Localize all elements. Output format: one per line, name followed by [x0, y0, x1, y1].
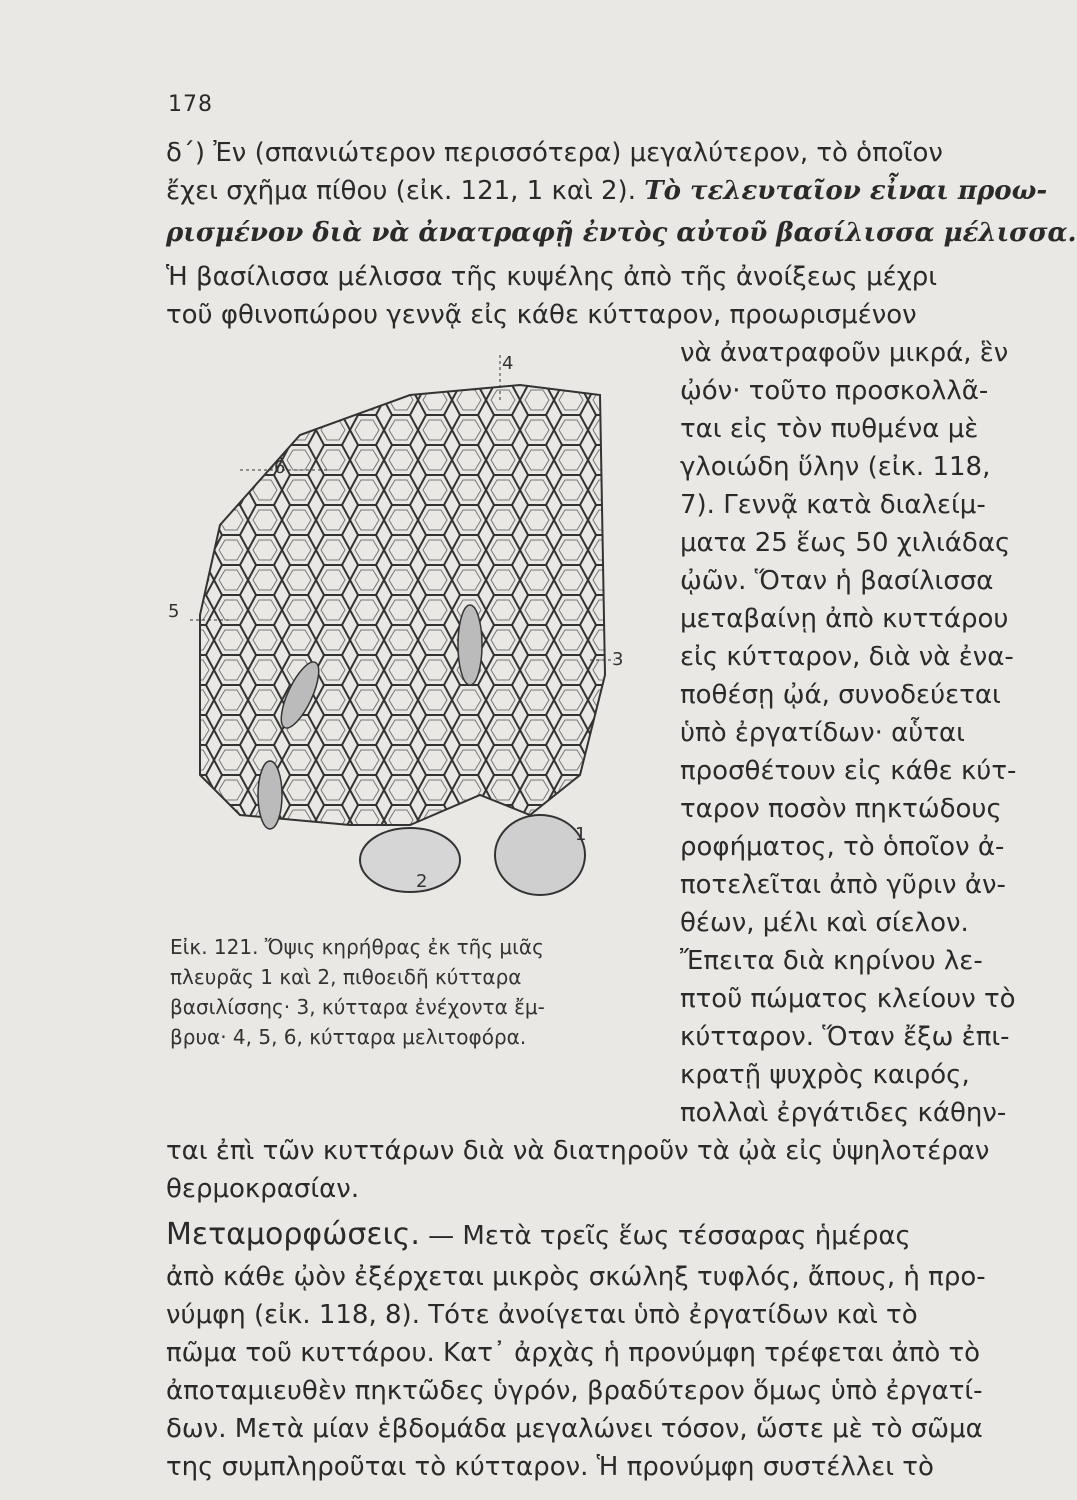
bee-drawing [258, 761, 282, 829]
section-heading: Μεταμορφώσεις. [166, 1217, 420, 1252]
figure-label-3: 3 [612, 649, 624, 670]
text-line: νὰ ἀνατραφοῦν μικρά, ἓν [680, 338, 1009, 368]
text-line: πῶμα τοῦ κυττάρου. Κατ᾽ ἀρχὰς ἡ προνύμφη τρέφεται ἀπὸ τὸ [166, 1338, 981, 1368]
text-line: εἰς κύτταρον, διὰ νὰ ἐνα- [680, 642, 1014, 672]
text-line: ἀποταμιευθὲν πηκτῶδες ὑγρόν, βραδύτερον ὅμως ὑπὸ ἐργατί- [166, 1376, 983, 1406]
text-line: κύτταρον. Ὅταν ἔξω ἐπι- [680, 1022, 1010, 1052]
emphasis-text: Τὸ τελευταῖον εἶναι προω- [644, 176, 1048, 206]
text-line: Ἡ βασίλισσα μέλισσα τῆς κυψέλης ἀπὸ τῆς ἀνοίξεως μέχρι [166, 262, 938, 292]
text-line: τοῦ φθινοπώρου γεννᾷ εἰς κάθε κύτταρον, προωρισμένον [166, 300, 917, 330]
text-line: ται ἐπὶ τῶν κυττάρων διὰ νὰ διατηροῦν τὰ ᾠὰ εἰς ὑψηλοτέραν [166, 1136, 990, 1166]
caption-line: βρυα· 4, 5, 6, κύτταρα μελιτοφόρα. [170, 1025, 527, 1049]
text-line [166, 176, 1048, 206]
text-line: θέων, μέλι καὶ σίελον. [680, 908, 969, 938]
text-line-fragment: ἔχει σχῆμα πίθου (εἰκ. 121, 1 καὶ 2). [166, 176, 645, 206]
text-line: ταρον ποσὸν πηκτώδους [680, 794, 1002, 824]
text-line: νύμφη (εἰκ. 118, 8). Τότε ἀνοίγεται ὑπὸ ἐργατίδων καὶ τὸ [166, 1300, 918, 1330]
queen-cell-2 [360, 828, 460, 892]
text-line: ροφήματος, τὸ ὁποῖον ἀ- [680, 832, 1005, 862]
text-line: προσθέτουν εἰς κάθε κύτ- [680, 756, 1017, 786]
figure-caption [170, 932, 670, 1052]
section-first-line [166, 1217, 1026, 1252]
text-line: της συμπληροῦται τὸ κύτταρον. Ἡ προνύμφη συστέλλει τὸ [166, 1452, 934, 1482]
text-line: μεταβαίνῃ ἀπὸ κυττάρου [680, 604, 1009, 634]
text-line: δων. Μετὰ μίαν ἑβδομάδα μεγαλώνει τόσον, ὥστε μὲ τὸ σῶμα [166, 1414, 983, 1444]
bee-drawing [458, 605, 482, 685]
figure-label-6: 6 [274, 457, 286, 478]
caption-line: βασιλίσσης· 3, κύτταρα ἐνέχοντα ἔμ- [170, 995, 545, 1019]
text-line: ται εἰς τὸν πυθμένα μὲ [680, 414, 979, 444]
emphasis-line: ρισμένον διὰ νὰ ἀνατραφῇ ἐντὸς αὐτοῦ βασίλισσα μέλισσα. [166, 218, 1077, 248]
text-line: θερμοκρασίαν. [166, 1174, 360, 1204]
honeycomb-figure [168, 353, 624, 915]
text-line: ἀπὸ κάθε ᾠὸν ἐξέρχεται μικρὸς σκώληξ τυφλός, ἄπους, ἡ προ- [166, 1262, 986, 1292]
text-line: κρατῇ ψυχρὸς καιρός, [680, 1060, 970, 1090]
text-line: ὑπὸ ἐργατίδων· αὗται [680, 718, 965, 748]
figure-label-2: 2 [416, 871, 428, 892]
text-line: πολλαὶ ἐργάτιδες κάθην- [680, 1098, 1007, 1128]
figure-label-5: 5 [168, 601, 180, 622]
text-line: ᾠόν· τοῦτο προσκολλᾶ- [680, 376, 989, 406]
text-line: γλοιώδη ὕλην (εἰκ. 118, [680, 452, 991, 482]
text-line: Ἔπειτα διὰ κηρίνου λε- [680, 946, 983, 976]
text-line: δ΄) Ἐν (σπανιώτερον περισσότερα) μεγαλύτερον, τὸ ὁποῖον [166, 138, 943, 168]
text-line: ποτελεῖται ἀπὸ γῦριν ἀν- [680, 870, 1006, 900]
text-line-fragment: — Μετὰ τρεῖς ἕως τέσσαρας ἡμέρας [419, 1221, 911, 1251]
figure-label-1: 1 [575, 824, 587, 845]
caption-line: Εἰκ. 121. Ὄψις κηρήθρας ἐκ τῆς μιᾶς [170, 935, 544, 959]
figure-label-4: 4 [502, 353, 514, 374]
text-line: ποθέσῃ ᾠά, συνοδεύεται [680, 680, 1001, 710]
text-line: 7). Γεννᾷ κατὰ διαλείμ- [680, 490, 986, 520]
text-line: πτοῦ πώματος κλείουν τὸ [680, 984, 1016, 1014]
text-line: ᾠῶν. Ὅταν ἡ βασίλισσα [680, 566, 994, 596]
text-line: ματα 25 ἕως 50 χιλιάδας [680, 528, 1011, 558]
page-number: 178 [168, 92, 213, 117]
comb-shape [200, 385, 605, 825]
caption-line: πλευρᾶς 1 καὶ 2, πιθοειδῆ κύτταρα [170, 965, 522, 989]
queen-cell-1 [495, 815, 585, 895]
